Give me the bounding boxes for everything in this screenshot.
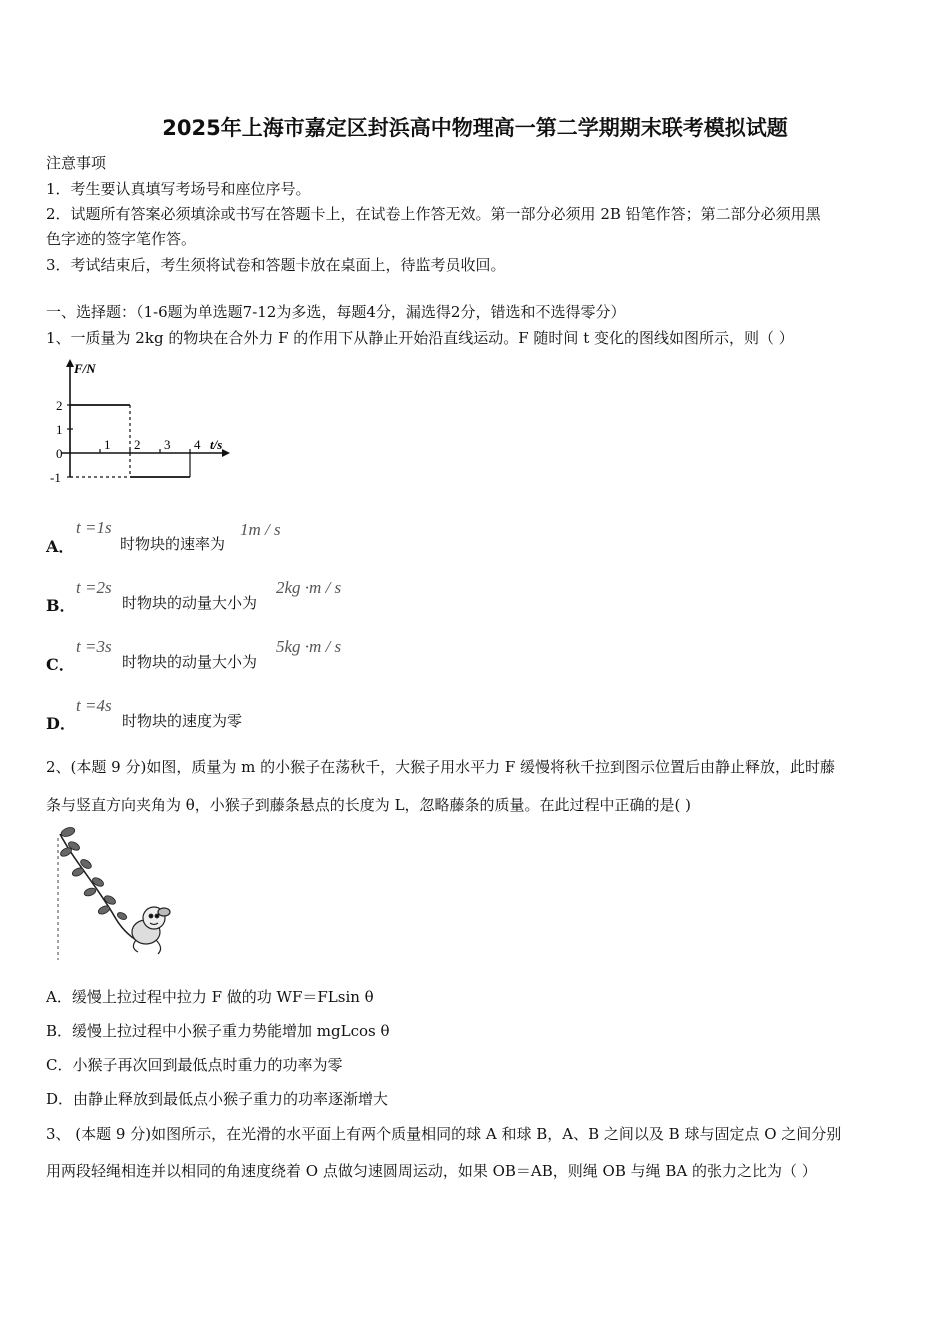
notice-item: 3．考试结束后，考生须将试卷和答题卡放在桌面上，待监考员收回。 (46, 256, 506, 274)
question-2-option: A．缓慢上拉过程中拉力 F 做的功 WF＝FLsin θ (46, 988, 374, 1006)
leaf-icon (59, 826, 128, 921)
y-tick-label: 2 (56, 398, 63, 413)
question-2-stem: 2、(本题 9 分)如图，质量为 m 的小猴子在荡秋千，大猴子用水平力 F 缓慢将秋千拉到图示位置后由静止释放，此时藤 (46, 758, 836, 776)
option-value: 2kg ·m / s (276, 578, 342, 597)
option-expr: t =1s (76, 518, 112, 537)
option-letter: B． (46, 596, 76, 615)
x-tick-label: 4 (194, 437, 201, 452)
option-text: 时物块的动量大小为 (122, 653, 258, 671)
question-3-stem: 3、 (本题 9 分)如图所示，在光滑的水平面上有两个质量相同的球 A 和球 B，A、B 之间以及 B 球与固定点 O 之间分别 (46, 1125, 842, 1143)
option-expr: t =3s (76, 637, 112, 656)
option-letter: D． (46, 714, 76, 733)
x-tick-label: 1 (104, 437, 111, 452)
option-expr: t =4s (76, 696, 112, 715)
option-text: 时物块的速率为 (120, 535, 226, 553)
x-axis-label: t/s (210, 437, 223, 452)
question-2-stem: 条与竖直方向夹角为 θ，小猴子到藤条悬点的长度为 L，忽略藤条的质量。在此过程中正确的是( ) (46, 796, 692, 814)
notice-item: 色字迹的签字笔作答。 (46, 230, 197, 248)
option-value: 5kg ·m / s (276, 637, 342, 656)
notice-item: 1．考生要认真填写考场号和座位序号。 (46, 180, 311, 198)
section-heading: 一、选择题：（1-6题为单选题7-12为多选，每题4分，漏选得2分，错选和不选得零分） (46, 303, 626, 321)
option-expr: t =2s (76, 578, 112, 597)
question-2-option: D．由静止释放到最低点小猴子重力的功率逐渐增大 (46, 1090, 389, 1108)
option-text: 时物块的速度为零 (122, 712, 243, 730)
option-value: 1m / s (240, 520, 281, 539)
monkey-icon (132, 907, 170, 954)
y-axis-arrow-icon (66, 359, 74, 367)
question-3-stem: 用两段轻绳相连并以相同的角速度绕着 O 点做匀速圆周运动，如果 OB＝AB，则绳 OB 与绳 BA 的张力之比为（ ） (46, 1162, 817, 1180)
x-axis-arrow-icon (222, 449, 230, 457)
y-tick-label: 1 (56, 422, 63, 437)
question-2-option: C．小猴子再次回到最低点时重力的功率为零 (46, 1056, 343, 1074)
notice-heading: 注意事项 (46, 154, 107, 172)
option-letter: C． (46, 655, 75, 674)
monkey-swing-illustration (46, 824, 181, 964)
question-2-option: B．缓慢上拉过程中小猴子重力势能增加 mgLcos θ (46, 1022, 390, 1040)
notice-item: 2．试题所有答案必须填涂或书写在答题卡上，在试卷上作答无效。第一部分必须用 2B 铅笔作答；第二部分必须用黑 (46, 205, 821, 223)
question-1-stem: 1、一质量为 2kg 的物块在合外力 F 的作用下从静止开始沿直线运动。F 随时间 t 变化的图线如图所示，则（ ） (46, 329, 794, 347)
y-tick-label: 0 (56, 446, 63, 461)
force-time-graph (44, 355, 244, 485)
page-title: 2025年上海市嘉定区封浜高中物理高一第二学期期末联考模拟试题 (162, 116, 788, 140)
y-axis-label: F/N (74, 361, 96, 376)
x-tick-label: 3 (164, 437, 171, 452)
option-text: 时物块的动量大小为 (122, 594, 258, 612)
option-letter: A． (46, 537, 75, 556)
y-tick-label: -1 (50, 470, 61, 485)
x-tick-label: 2 (134, 437, 141, 452)
